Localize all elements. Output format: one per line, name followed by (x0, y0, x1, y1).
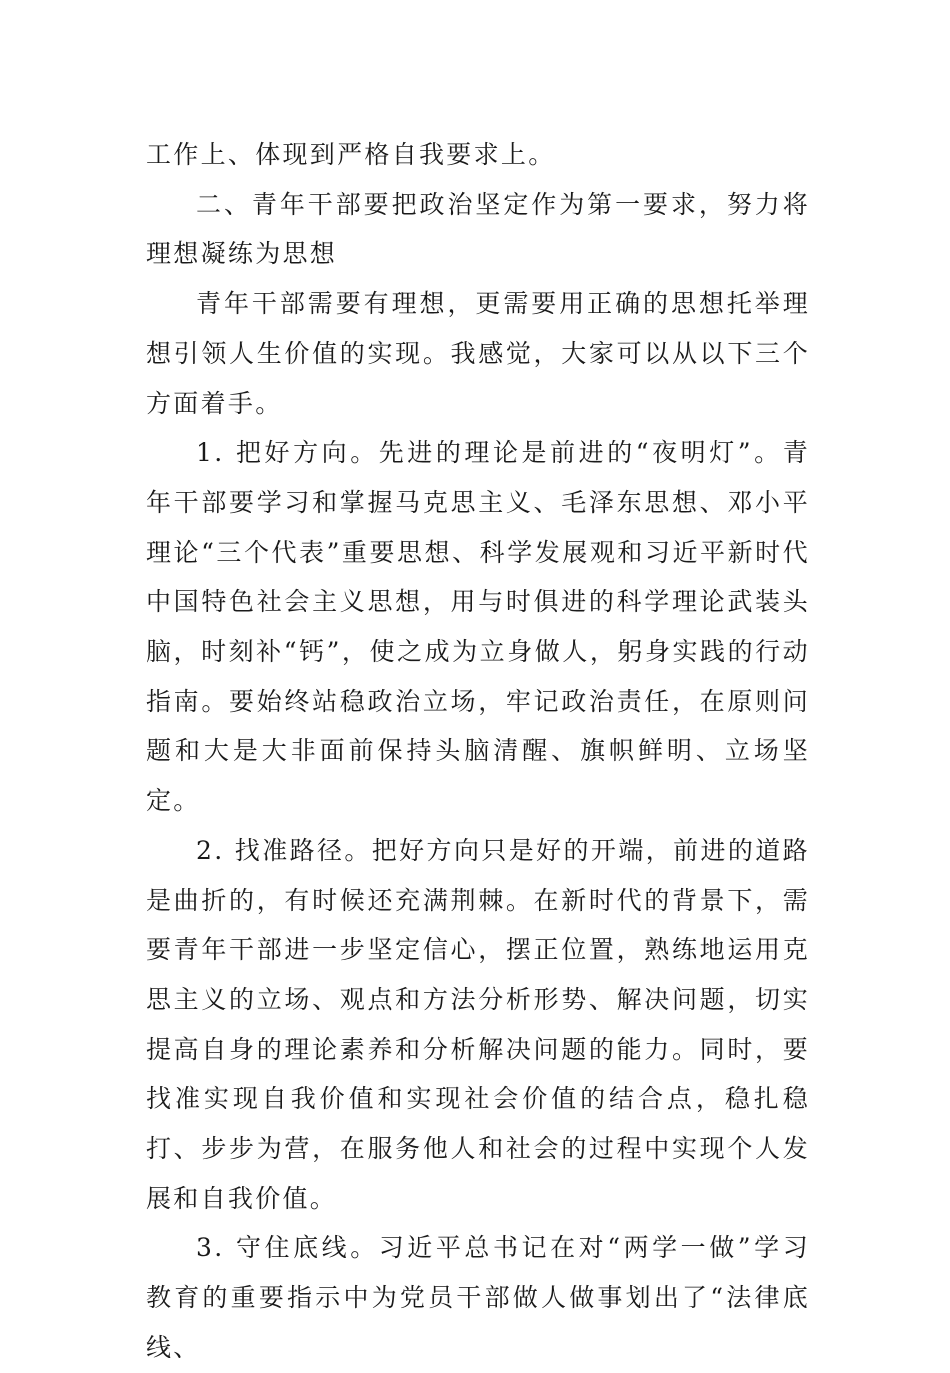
section-heading-2: 二、青年干部要把政治坚定作为第一要求，努力将理想凝练为思想 (146, 189, 810, 269)
paragraph-continuation: 工作上、体现到严格自我要求上。 (146, 140, 556, 169)
paragraph-item-2: 2. 找准路径。把好方向只是好的开端，前进的道路是曲折的，有时候还充满荆棘。在新时代的背景下，需要青年干部进一步坚定信心，摆正位置，熟练地运用克思主义的立场、观点和方法分析形势、解决问题，切实提高自身的理论素养和分析解决问题的能力。同时，要找准实现自我价值和实现社会价值的结合点，稳扎稳打、步步为营，在服务他人和社会的过程中实现个人发展和自我价值。 (146, 835, 810, 1213)
paragraph-item-3: 3. 守住底线。习近平总书记在对“两学一做”学习教育的重要指示中为党员干部做人做事划出了“法律底线、 (146, 1233, 810, 1362)
document-body (146, 130, 810, 1373)
paragraph-intro: 青年干部需要有理想，更需要用正确的思想托举理想引领人生价值的实现。我感觉，大家可以从以下三个方面着手。 (146, 289, 810, 418)
paragraph-item-1: 1. 把好方向。先进的理论是前进的“夜明灯”。青年干部要学习和掌握马克思主义、毛泽东思想、邓小平理论“三个代表”重要思想、科学发展观和习近平新时代中国特色社会主义思想，用与时俱进的科学理论武装头脑，时刻补“钙”，使之成为立身做人，躬身实践的行动指南。要始终站稳政治立场，牢记政治责任，在原则问题和大是大非面前保持头脑清醒、旗帜鲜明、立场坚定。 (146, 438, 810, 816)
